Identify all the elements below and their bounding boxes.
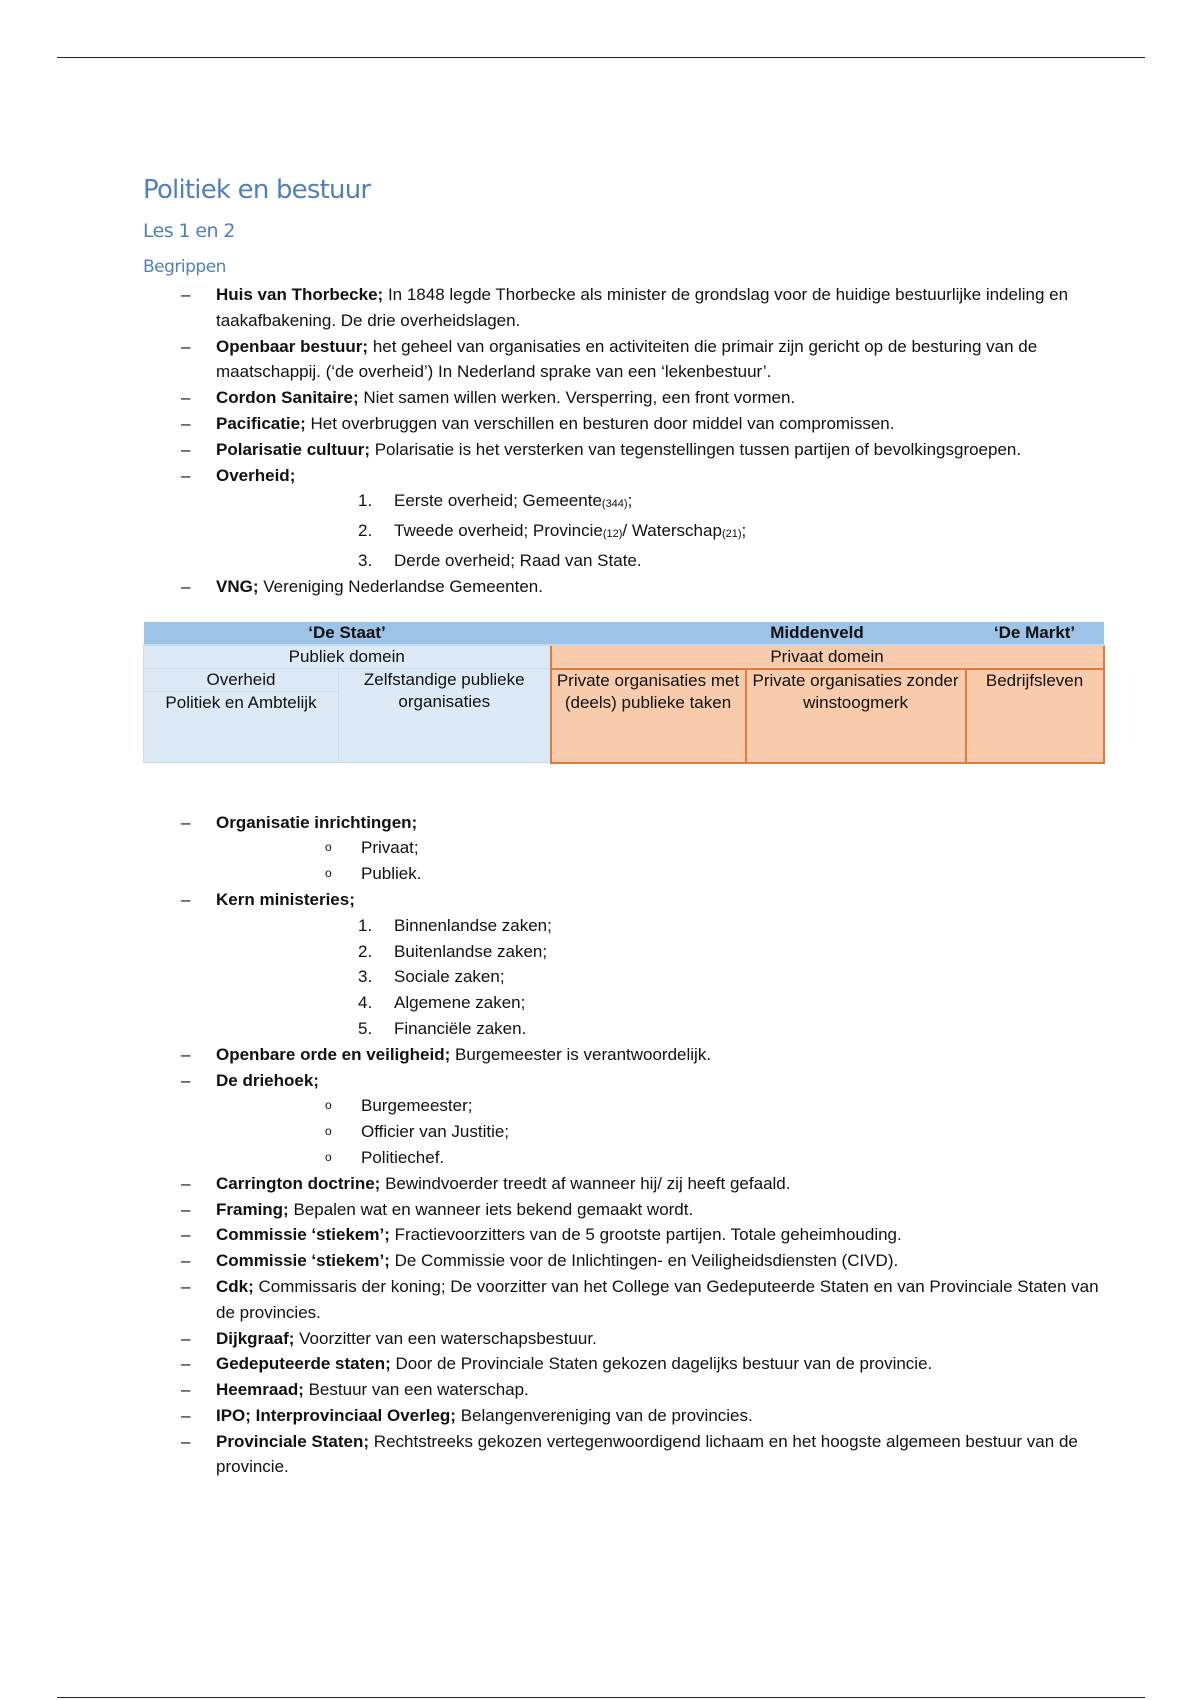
dash-bullet-icon: – bbox=[181, 1199, 191, 1219]
cell-bedrijfsleven: Bedrijfsleven bbox=[966, 669, 1104, 763]
sub-item-text: ; bbox=[627, 491, 633, 511]
sub-list-item bbox=[216, 1093, 1103, 1119]
sub-list-item bbox=[216, 548, 1103, 574]
definition-term: Cordon Sanitaire; bbox=[216, 388, 359, 408]
dash-bullet-icon: – bbox=[181, 1276, 191, 1296]
definition-text: Rechtstreeks gekozen vertegenwoordigend lichaam en het hoogste algemeen bestuur van de provincie. bbox=[216, 1431, 1078, 1477]
definition-text: De Commissie voor de Inlichtingen- en Veiligheidsdiensten (CIVD). bbox=[389, 1251, 899, 1271]
definition-text: Burgemeester is verantwoordelijk. bbox=[450, 1044, 712, 1064]
definition-item bbox=[143, 810, 1103, 887]
definition-item bbox=[143, 334, 1103, 386]
sub-list bbox=[216, 913, 1103, 1042]
definition-term: Kern ministeries; bbox=[216, 889, 355, 909]
dash-bullet-icon: – bbox=[181, 812, 191, 832]
sub-item-text: Privaat; bbox=[361, 838, 419, 858]
sub-list-item bbox=[216, 835, 1103, 861]
definition-item bbox=[143, 574, 1103, 600]
circle-bullet-icon: o bbox=[325, 1149, 332, 1164]
definition-term: Framing; bbox=[216, 1199, 289, 1219]
dash-bullet-icon: – bbox=[181, 1044, 191, 1064]
definition-text: In 1848 legde Thorbecke als minister de grondslag voor de huidige bestuurlijke indeling en taakafbakening. De drie overheidslagen. bbox=[216, 285, 1069, 330]
count-subscript: (344) bbox=[601, 498, 628, 511]
sub-list-item bbox=[216, 1145, 1103, 1171]
dash-bullet-icon: – bbox=[181, 1328, 191, 1348]
sub-item-text: Officier van Justitie; bbox=[361, 1122, 510, 1142]
definition-item bbox=[143, 1326, 1103, 1352]
sub-list-item bbox=[216, 861, 1103, 887]
cell-publiek-domein: Publiek domein bbox=[144, 645, 551, 669]
circle-bullet-icon: o bbox=[325, 1124, 332, 1139]
sub-list-item bbox=[216, 1119, 1103, 1145]
definition-term: Organisatie inrichtingen; bbox=[216, 812, 418, 832]
definition-item bbox=[143, 411, 1103, 437]
definition-term: Provinciale Staten; bbox=[216, 1431, 370, 1451]
definition-item bbox=[143, 1377, 1103, 1403]
dash-bullet-icon: – bbox=[181, 336, 191, 356]
cell-private-zonder-winst: Private organisaties zonder winstoogmerk bbox=[746, 669, 966, 763]
footer-rule bbox=[57, 1697, 1145, 1698]
definition-term: Commissie ‘stiekem’; bbox=[216, 1251, 390, 1271]
definition-term: Overheid; bbox=[216, 465, 296, 485]
definitions-list-continued bbox=[143, 810, 1103, 1481]
count-subscript: (12) bbox=[602, 528, 623, 541]
sub-list bbox=[216, 835, 1103, 887]
definition-term: Dijkgraaf; bbox=[216, 1328, 295, 1348]
definition-term: Openbare orde en veiligheid; bbox=[216, 1044, 451, 1064]
definition-term: Huis van Thorbecke; bbox=[216, 285, 384, 304]
sub-item-text: Binnenlandse zaken; bbox=[394, 915, 552, 935]
sub-list-item bbox=[216, 1016, 1103, 1042]
dash-bullet-icon: – bbox=[181, 465, 191, 485]
definition-term: VNG; bbox=[216, 576, 259, 596]
circle-bullet-icon: o bbox=[325, 1098, 332, 1113]
definition-term: De driehoek; bbox=[216, 1070, 319, 1090]
list-number: 3. bbox=[358, 550, 373, 570]
definition-item bbox=[143, 1403, 1103, 1429]
sub-list-item bbox=[216, 913, 1103, 939]
definition-item bbox=[143, 1197, 1103, 1223]
definition-text: Fractievoorzitters van de 5 grootste partijen. Totale geheimhouding. bbox=[389, 1225, 902, 1245]
dash-bullet-icon: – bbox=[181, 1380, 191, 1400]
sub-list bbox=[216, 1093, 1103, 1170]
header-rule bbox=[57, 57, 1145, 58]
sub-list bbox=[216, 488, 1103, 573]
sub-item-text: Buitenlandse zaken; bbox=[394, 941, 548, 961]
header-middenveld: Middenveld bbox=[551, 622, 966, 645]
definition-text: Bepalen wat en wanneer iets bekend gemaakt wordt. bbox=[288, 1199, 694, 1219]
definition-item bbox=[143, 437, 1103, 463]
definition-term: IPO; Interprovinciaal Overleg; bbox=[216, 1405, 456, 1425]
dash-bullet-icon: – bbox=[181, 1070, 191, 1090]
definition-text: Bewindvoerder treedt af wanneer hij/ zij heeft gefaald. bbox=[380, 1173, 791, 1193]
sub-item-text: Derde overheid; Raad van State. bbox=[394, 550, 642, 570]
circle-bullet-icon: o bbox=[325, 840, 332, 855]
definition-item bbox=[143, 1248, 1103, 1274]
count-subscript: (21) bbox=[721, 528, 742, 541]
definition-term: Carrington doctrine; bbox=[216, 1173, 381, 1193]
dash-bullet-icon: – bbox=[181, 889, 191, 909]
dash-bullet-icon: – bbox=[181, 1173, 191, 1193]
definition-item bbox=[143, 1068, 1103, 1171]
definition-item bbox=[143, 1222, 1103, 1248]
dash-bullet-icon: – bbox=[181, 576, 191, 596]
sub-item-text: ; bbox=[741, 521, 747, 541]
domain-table bbox=[143, 622, 1105, 764]
list-number: 1. bbox=[358, 491, 373, 511]
cell-politiek-ambtelijk: Politiek en Ambtelijk bbox=[165, 693, 317, 713]
list-number: 2. bbox=[358, 941, 373, 961]
list-number: 5. bbox=[358, 1018, 373, 1038]
sub-list-item bbox=[216, 488, 1103, 518]
sub-list-item bbox=[216, 964, 1103, 990]
definition-text: Niet samen willen werken. Versperring, een front vormen. bbox=[358, 388, 796, 408]
sub-item-text: Financiële zaken. bbox=[394, 1018, 527, 1038]
definition-item bbox=[143, 1274, 1103, 1326]
dash-bullet-icon: – bbox=[181, 1225, 191, 1245]
list-number: 2. bbox=[358, 521, 373, 541]
dash-bullet-icon: – bbox=[181, 413, 191, 433]
definition-term: Pacificatie; bbox=[216, 413, 306, 433]
definition-text: Commissaris der koning; De voorzitter van het College van Gedeputeerde Staten en van Provinciale Staten van de provincies. bbox=[216, 1276, 1099, 1322]
definition-text: Belangenvereniging van de provincies. bbox=[455, 1405, 753, 1425]
sub-item-text: Burgemeester; bbox=[361, 1096, 473, 1116]
definition-term: Openbaar bestuur; bbox=[216, 336, 369, 356]
dash-bullet-icon: – bbox=[181, 388, 191, 408]
definition-item bbox=[143, 282, 1103, 334]
definition-item bbox=[143, 1429, 1103, 1481]
list-number: 1. bbox=[358, 915, 373, 935]
definition-text: Het overbruggen van verschillen en besturen door middel van compromissen. bbox=[305, 413, 895, 433]
sub-list-item bbox=[216, 518, 1103, 548]
sub-item-text: Tweede overheid; Provincie bbox=[394, 521, 603, 541]
list-number: 3. bbox=[358, 967, 373, 987]
header-de-staat: ‘De Staat’ bbox=[144, 622, 551, 645]
page-title: Politiek en bestuur bbox=[143, 175, 371, 205]
sub-item-text: Algemene zaken; bbox=[394, 993, 526, 1013]
circle-bullet-icon: o bbox=[325, 866, 332, 881]
list-number: 4. bbox=[358, 993, 373, 1013]
header-de-markt: ‘De Markt’ bbox=[966, 622, 1104, 645]
definition-item bbox=[143, 463, 1103, 574]
sub-list-item bbox=[216, 990, 1103, 1016]
section-heading: Begrippen bbox=[143, 257, 226, 277]
dash-bullet-icon: – bbox=[181, 1354, 191, 1374]
definition-text: Voorzitter van een waterschapsbestuur. bbox=[294, 1328, 597, 1348]
cell-private-publieke-taken: Private organisaties met (deels) publieke taken bbox=[551, 669, 746, 763]
definition-text: Bestuur van een waterschap. bbox=[303, 1380, 529, 1400]
dash-bullet-icon: – bbox=[181, 1251, 191, 1271]
sub-item-text: Sociale zaken; bbox=[394, 967, 505, 987]
definition-term: Cdk; bbox=[216, 1276, 254, 1296]
dash-bullet-icon: – bbox=[181, 439, 191, 459]
dash-bullet-icon: – bbox=[181, 285, 191, 304]
sub-list-item bbox=[216, 939, 1103, 965]
definitions-list bbox=[143, 282, 1103, 600]
definition-term: Commissie ‘stiekem’; bbox=[216, 1225, 390, 1245]
definition-term: Gedeputeerde staten; bbox=[216, 1354, 391, 1374]
lesson-heading: Les 1 en 2 bbox=[143, 220, 235, 242]
definition-item bbox=[143, 1171, 1103, 1197]
cell-privaat-domein: Privaat domein bbox=[551, 645, 1104, 669]
definition-item bbox=[143, 887, 1103, 1042]
definition-item bbox=[143, 1351, 1103, 1377]
cell-overheid: Overheid bbox=[144, 669, 338, 692]
dash-bullet-icon: – bbox=[181, 1431, 191, 1451]
definition-item bbox=[143, 1042, 1103, 1068]
cell-zbo: Zelfstandige publieke organisaties bbox=[339, 669, 551, 763]
sub-item-text: Publiek. bbox=[361, 864, 422, 884]
definition-text: Vereniging Nederlandse Gemeenten. bbox=[258, 576, 543, 596]
definition-text: Polarisatie is het versterken van tegenstellingen tussen partijen of bevolkingsgroepen. bbox=[369, 439, 1022, 459]
document-body bbox=[143, 170, 1103, 1480]
definition-term: Heemraad; bbox=[216, 1380, 304, 1400]
dash-bullet-icon: – bbox=[181, 1405, 191, 1425]
sub-item-text: / Waterschap bbox=[622, 521, 722, 541]
definition-text: Door de Provinciale Staten gekozen dagelijks bestuur van de provincie. bbox=[390, 1354, 933, 1374]
definition-term: Polarisatie cultuur; bbox=[216, 439, 370, 459]
definition-text: het geheel van organisaties en activiteiten die primair zijn gericht op de besturing van de maatschappij. (‘de overheid’) In Nederland sprake van een ‘lekenbestuur’. bbox=[216, 336, 1038, 382]
definition-item bbox=[143, 385, 1103, 411]
sub-item-text: Eerste overheid; Gemeente bbox=[394, 491, 602, 511]
sub-item-text: Politiechef. bbox=[361, 1147, 445, 1167]
